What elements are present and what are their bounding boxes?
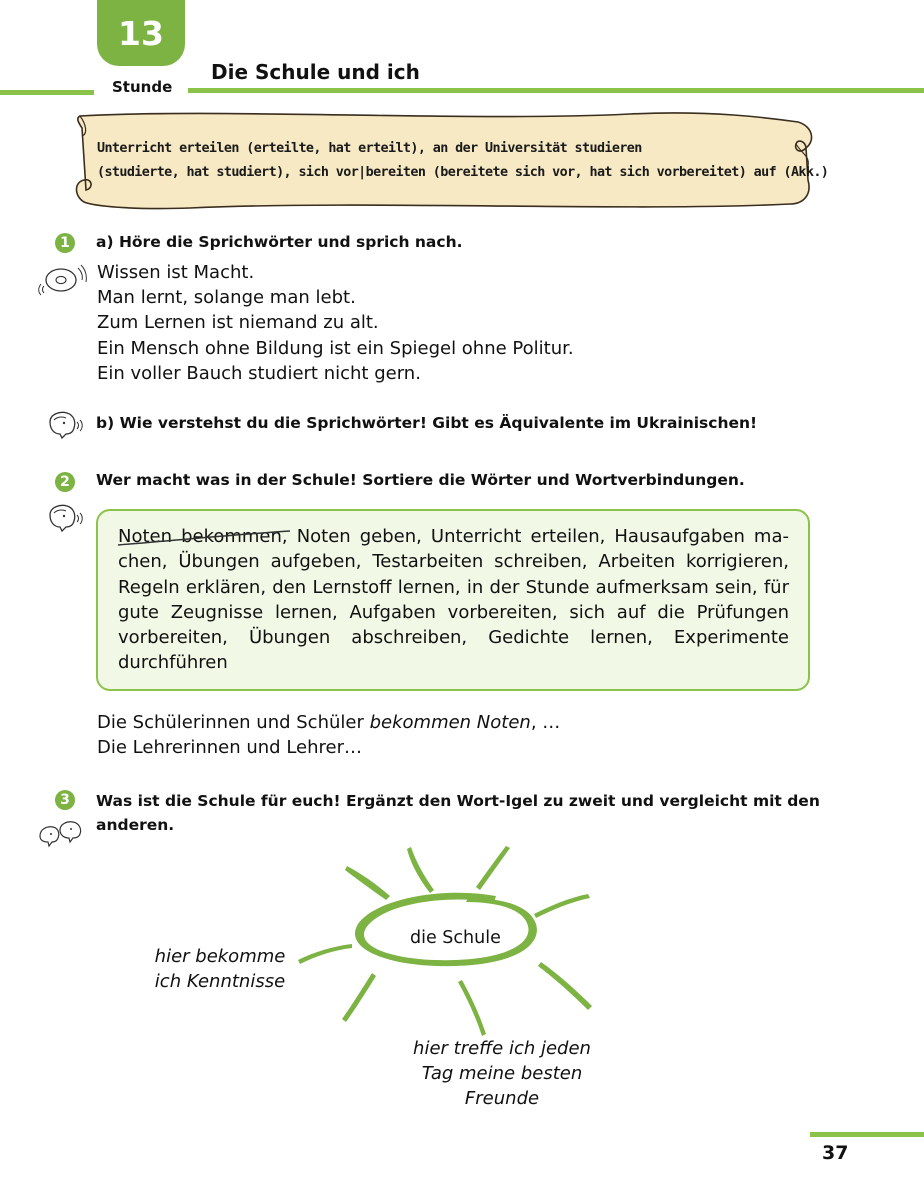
exercise-1b-instruction: b) Wie verstehst du die Sprichwörter! Gibt es Äquivalente im Ukrainischen! [96,414,758,432]
pair-talk-icon [36,820,86,850]
exercise-3-number-label: 3 [60,792,70,808]
exercise-2-number [55,472,75,492]
lesson-number-tab [97,0,185,66]
proverb-4: Ein Mensch ohne Bildung ist ein Spiegel ohne Politur. [97,337,574,359]
header-rule-left [0,90,94,95]
vocab-text [97,137,829,185]
sorting-line-2: Die Lehrerinnen und Lehrer… [97,737,362,758]
hedgehog-bottom-label-line-3: Freunde [464,1088,540,1109]
footer-rule [810,1132,924,1137]
struck-example [118,526,282,547]
speaking-head-icon [44,503,84,533]
hedgehog-bottom-label-line-2: Tag meine besten [421,1063,583,1084]
exercise-1-number [55,233,75,253]
vocab-line-1: Unterricht erteilen (erteilte, hat erteilt), an der Universität studieren [97,141,642,156]
hedgehog-left-label [140,944,300,994]
cd-audio-icon [38,262,88,296]
lesson-word: Stunde [112,78,173,96]
sorting-line-1-start: Die Schülerinnen und Schüler [97,712,370,733]
hedgehog-left-label-line-1: hier bekomme [154,946,286,967]
header-rule-right [188,88,924,93]
lesson-number: 13 [118,13,164,53]
proverb-5: Ein voller Bauch studiert nicht gern. [97,362,421,384]
exercise-2-number-label: 2 [60,474,70,490]
exercise-1a-instruction: a) Höre die Sprichwörter und sprich nach. [96,233,463,251]
word-box-rest: , Noten geben, Unterricht erteilen, Hausaufgaben machen, Übungen aufgeben, Testarbeiten schreiben, Arbeiten korrigieren, Regeln erklären, den Lernstoff lernen, in der Stunde aufmerksam sein, für gute Zeugnisse lernen, Aufgaben vorbereiten, sich auf die Prüfungen vorbereiten, Übungen abschreiben, Gedichte lernen, Experimente durchführen [118,526,789,674]
sorting-line-1-italic: bekommen Noten [369,712,531,733]
hedgehog-left-label-line-2: ich Kenntnisse [154,971,286,992]
proverb-list [97,260,574,386]
exercise-3-instruction-line-1: Was ist die Schule für euch! Ergänzt den Wort-Igel zu zweit und vergleicht mit den [96,792,820,810]
exercise-3-number [55,790,75,810]
hedgehog-bottom-label-line-1: hier treffe ich jeden [413,1038,591,1059]
exercise-3-instruction-line-2: anderen. [96,816,175,834]
hedgehog-bottom-label [392,1036,612,1111]
exercise-2-instruction: Wer macht was in der Schule! Sortiere die Wörter und Wortverbindungen. [96,471,745,489]
hedgehog-center-label: die Schule [410,928,501,948]
vocab-line-2: (studierte, hat studiert), sich vor|bereiten (bereitete sich vor, hat sich vorbereitet) auf (Akk.) [97,165,829,180]
proverb-1: Wissen ist Macht. [97,262,255,283]
speaking-head-icon [44,410,84,440]
sorting-sentences [97,710,560,760]
sorting-line-1 [97,710,560,735]
word-box-text [118,524,789,676]
struck-example-text: Noten bekommen [118,526,282,547]
page-number: 37 [822,1142,849,1164]
exercise-1-number-label: 1 [60,235,70,251]
sorting-line-1-end: , … [530,712,561,733]
proverb-2: Man lernt, solange man lebt. [97,287,356,309]
exercise-3-instruction [96,789,820,837]
proverb-3: Zum Lernen ist niemand zu alt. [97,312,379,334]
page-title: Die Schule und ich [211,60,420,84]
